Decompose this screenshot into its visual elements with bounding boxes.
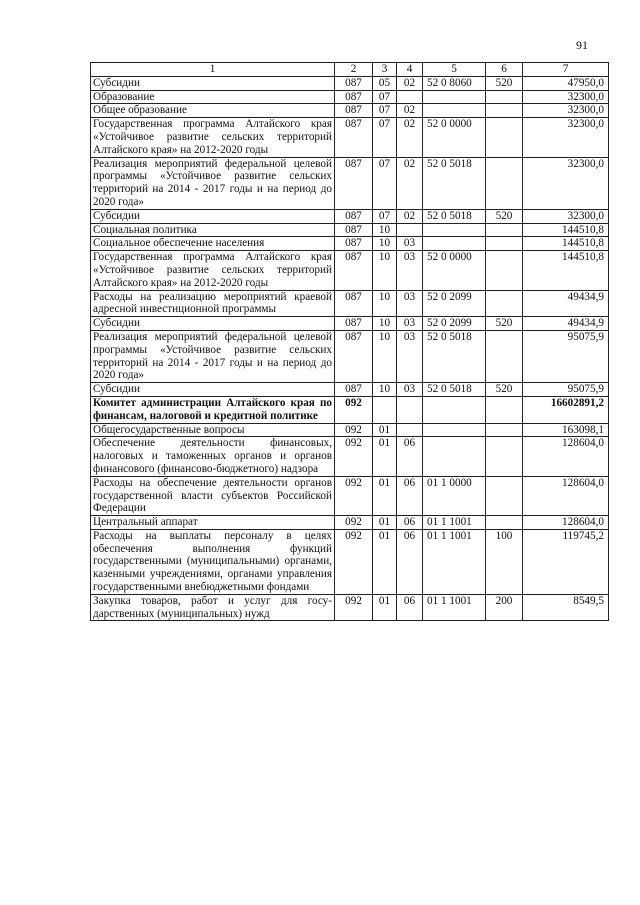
row-amount-cell: 47950,0 — [523, 76, 609, 90]
table-row — [91, 437, 609, 476]
row-section-code-cell: 07 — [373, 157, 397, 209]
row-amount-cell: 95075,9 — [523, 383, 609, 397]
row-amount-cell: 144510,8 — [523, 251, 609, 290]
row-name-cell: Социальное обеспечение населения — [91, 237, 335, 251]
row-section-code-cell: 10 — [373, 330, 397, 382]
row-amount-cell: 32300,0 — [523, 209, 609, 223]
table-row — [91, 76, 609, 90]
row-amount-cell: 32300,0 — [523, 104, 609, 118]
row-subsection-code-cell: 03 — [397, 237, 423, 251]
row-amount-cell: 32300,0 — [523, 157, 609, 209]
row-ministry-code-cell: 087 — [335, 383, 373, 397]
row-target-code-cell — [423, 396, 486, 423]
row-subsection-code-cell: 06 — [397, 516, 423, 530]
row-name-cell: Реализация мероприятий федеральной целевой программы «Устойчивое развитие сельских территорий на 2014 - 2017 годы и на период до 2020 года» — [91, 157, 335, 209]
row-section-code-cell: 07 — [373, 118, 397, 157]
row-expense-type-cell — [486, 90, 523, 104]
row-ministry-code-cell: 087 — [335, 330, 373, 382]
row-expense-type-cell: 520 — [486, 76, 523, 90]
row-section-code-cell: 01 — [373, 423, 397, 437]
row-subsection-code-cell: 06 — [397, 476, 423, 515]
row-target-code-cell: 52 0 2099 — [423, 317, 486, 331]
row-ministry-code-cell: 087 — [335, 76, 373, 90]
row-target-code-cell: 52 0 2099 — [423, 290, 486, 317]
row-ministry-code-cell: 087 — [335, 290, 373, 317]
row-subsection-code-cell: 06 — [397, 594, 423, 621]
row-ministry-code-cell: 087 — [335, 237, 373, 251]
column-header: 7 — [523, 63, 609, 77]
row-name-cell: Социальная политика — [91, 223, 335, 237]
column-header: 1 — [91, 63, 335, 77]
row-expense-type-cell — [486, 423, 523, 437]
row-name-cell: Государственная программа Алтайского края «Устойчивое развитие сельских территорий Алтайского края» на 2012-2020 годы — [91, 251, 335, 290]
table-row — [91, 330, 609, 382]
row-expense-type-cell — [486, 157, 523, 209]
table-row — [91, 251, 609, 290]
row-target-code-cell: 52 0 5018 — [423, 157, 486, 209]
row-ministry-code-cell: 087 — [335, 223, 373, 237]
row-ministry-code-cell: 092 — [335, 396, 373, 423]
row-target-code-cell: 01 1 1001 — [423, 516, 486, 530]
row-target-code-cell: 52 0 5018 — [423, 330, 486, 382]
row-section-code-cell: 10 — [373, 251, 397, 290]
row-subsection-code-cell: 02 — [397, 104, 423, 118]
row-target-code-cell: 52 0 0000 — [423, 118, 486, 157]
table-row — [91, 223, 609, 237]
table-body — [91, 76, 609, 621]
row-ministry-code-cell: 092 — [335, 594, 373, 621]
row-ministry-code-cell: 087 — [335, 317, 373, 331]
row-expense-type-cell: 520 — [486, 209, 523, 223]
row-name-cell: Субсидии — [91, 317, 335, 331]
row-target-code-cell: 52 0 5018 — [423, 383, 486, 397]
table-row — [91, 529, 609, 594]
row-ministry-code-cell: 087 — [335, 209, 373, 223]
table-row — [91, 594, 609, 621]
row-amount-cell: 163098,1 — [523, 423, 609, 437]
table-row — [91, 157, 609, 209]
row-name-cell: Расходы на реализацию мероприятий краевой адресной инвестиционной программы — [91, 290, 335, 317]
column-header: 3 — [373, 63, 397, 77]
table-row — [91, 237, 609, 251]
row-amount-cell: 49434,9 — [523, 290, 609, 317]
row-section-code-cell: 01 — [373, 529, 397, 594]
row-expense-type-cell — [486, 104, 523, 118]
row-subsection-code-cell: 06 — [397, 529, 423, 594]
row-subsection-code-cell: 06 — [397, 437, 423, 476]
row-amount-cell: 144510,8 — [523, 237, 609, 251]
table-row — [91, 209, 609, 223]
row-amount-cell: 128604,0 — [523, 476, 609, 515]
row-expense-type-cell — [486, 476, 523, 515]
row-amount-cell: 8549,5 — [523, 594, 609, 621]
row-target-code-cell — [423, 237, 486, 251]
row-amount-cell: 49434,9 — [523, 317, 609, 331]
row-amount-cell: 32300,0 — [523, 90, 609, 104]
row-expense-type-cell — [486, 330, 523, 382]
row-expense-type-cell — [486, 223, 523, 237]
table-row — [91, 516, 609, 530]
budget-table — [90, 62, 609, 621]
table-row — [91, 290, 609, 317]
row-expense-type-cell — [486, 516, 523, 530]
table-row — [91, 90, 609, 104]
row-subsection-code-cell: 03 — [397, 330, 423, 382]
row-amount-cell: 144510,8 — [523, 223, 609, 237]
row-expense-type-cell — [486, 396, 523, 423]
row-subsection-code-cell: 03 — [397, 251, 423, 290]
row-name-cell: Образование — [91, 90, 335, 104]
row-name-cell: Субсидии — [91, 76, 335, 90]
row-name-cell: Субсидии — [91, 209, 335, 223]
row-expense-type-cell: 100 — [486, 529, 523, 594]
column-header: 5 — [423, 63, 486, 77]
row-target-code-cell: 01 1 1001 — [423, 594, 486, 621]
table-row — [91, 317, 609, 331]
column-header: 4 — [397, 63, 423, 77]
row-ministry-code-cell: 092 — [335, 437, 373, 476]
row-target-code-cell: 52 0 8060 — [423, 76, 486, 90]
row-amount-cell: 128604,0 — [523, 516, 609, 530]
row-section-code-cell: 07 — [373, 104, 397, 118]
row-subsection-code-cell: 02 — [397, 157, 423, 209]
row-name-cell: Центральный аппарат — [91, 516, 335, 530]
row-name-cell: Обеспечение деятельности финансовых, налоговых и таможенных органов и органов финансового (финансово-бюджетного) надзора — [91, 437, 335, 476]
row-expense-type-cell — [486, 251, 523, 290]
table-header-row — [91, 63, 609, 77]
row-name-cell: Комитет администрации Алтайского края по финансам, налоговой и кредитной политике — [91, 396, 335, 423]
row-target-code-cell — [423, 104, 486, 118]
column-header: 2 — [335, 63, 373, 77]
row-subsection-code-cell — [397, 423, 423, 437]
row-amount-cell: 119745,2 — [523, 529, 609, 594]
row-subsection-code-cell: 02 — [397, 76, 423, 90]
row-section-code-cell: 07 — [373, 209, 397, 223]
row-target-code-cell — [423, 423, 486, 437]
row-amount-cell: 32300,0 — [523, 118, 609, 157]
row-target-code-cell — [423, 90, 486, 104]
row-target-code-cell — [423, 437, 486, 476]
row-target-code-cell: 01 1 1001 — [423, 529, 486, 594]
row-expense-type-cell: 520 — [486, 383, 523, 397]
row-section-code-cell: 01 — [373, 437, 397, 476]
row-section-code-cell: 01 — [373, 516, 397, 530]
row-section-code-cell — [373, 396, 397, 423]
row-target-code-cell: 52 0 0000 — [423, 251, 486, 290]
row-expense-type-cell — [486, 118, 523, 157]
row-ministry-code-cell: 087 — [335, 104, 373, 118]
row-name-cell: Государственная программа Алтайского края «Устойчивое развитие сельских территорий Алтайского края» на 2012-2020 годы — [91, 118, 335, 157]
row-section-code-cell: 10 — [373, 290, 397, 317]
row-ministry-code-cell: 087 — [335, 118, 373, 157]
row-ministry-code-cell: 092 — [335, 529, 373, 594]
row-amount-cell: 95075,9 — [523, 330, 609, 382]
row-name-cell: Реализация мероприятий федеральной целевой программы «Устойчивое развитие сельских территорий на 2014 - 2017 годы и на период до 2020 года» — [91, 330, 335, 382]
row-expense-type-cell — [486, 437, 523, 476]
table-row — [91, 396, 609, 423]
row-subsection-code-cell: 03 — [397, 290, 423, 317]
row-ministry-code-cell: 092 — [335, 423, 373, 437]
table-row — [91, 423, 609, 437]
row-target-code-cell — [423, 223, 486, 237]
row-subsection-code-cell: 03 — [397, 317, 423, 331]
row-expense-type-cell — [486, 290, 523, 317]
row-ministry-code-cell: 087 — [335, 251, 373, 290]
row-section-code-cell: 10 — [373, 317, 397, 331]
row-target-code-cell: 52 0 5018 — [423, 209, 486, 223]
row-name-cell: Общее образование — [91, 104, 335, 118]
page-number: 91 — [576, 38, 588, 52]
row-name-cell: Расходы на обеспечение деятельности органов государственной власти субъектов Российской Федерации — [91, 476, 335, 515]
row-section-code-cell: 01 — [373, 594, 397, 621]
row-section-code-cell: 05 — [373, 76, 397, 90]
row-section-code-cell: 10 — [373, 223, 397, 237]
table-row — [91, 104, 609, 118]
row-subsection-code-cell: 02 — [397, 209, 423, 223]
column-header: 6 — [486, 63, 523, 77]
row-name-cell: Общегосударственные вопросы — [91, 423, 335, 437]
row-expense-type-cell: 520 — [486, 317, 523, 331]
row-target-code-cell: 01 1 0000 — [423, 476, 486, 515]
row-ministry-code-cell: 087 — [335, 157, 373, 209]
row-section-code-cell: 07 — [373, 90, 397, 104]
row-subsection-code-cell: 02 — [397, 118, 423, 157]
row-section-code-cell: 10 — [373, 383, 397, 397]
table-row — [91, 118, 609, 157]
row-name-cell: Расходы на выплаты персоналу в целях обеспечения выполнения функций государственными (муниципальными) органами, казенными учреждениями, органами управления государственными внебюджетными фондами — [91, 529, 335, 594]
row-section-code-cell: 10 — [373, 237, 397, 251]
row-amount-cell: 128604,0 — [523, 437, 609, 476]
row-subsection-code-cell — [397, 90, 423, 104]
row-subsection-code-cell: 03 — [397, 383, 423, 397]
row-name-cell: Субсидии — [91, 383, 335, 397]
table-row — [91, 383, 609, 397]
row-ministry-code-cell: 092 — [335, 476, 373, 515]
table-row — [91, 476, 609, 515]
row-amount-cell: 16602891,2 — [523, 396, 609, 423]
row-expense-type-cell — [486, 237, 523, 251]
row-name-cell: Закупка товаров, работ и услуг для государственных (муниципальных) нужд — [91, 594, 335, 621]
row-ministry-code-cell: 087 — [335, 90, 373, 104]
row-section-code-cell: 01 — [373, 476, 397, 515]
row-subsection-code-cell — [397, 396, 423, 423]
row-subsection-code-cell — [397, 223, 423, 237]
row-ministry-code-cell: 092 — [335, 516, 373, 530]
row-expense-type-cell: 200 — [486, 594, 523, 621]
